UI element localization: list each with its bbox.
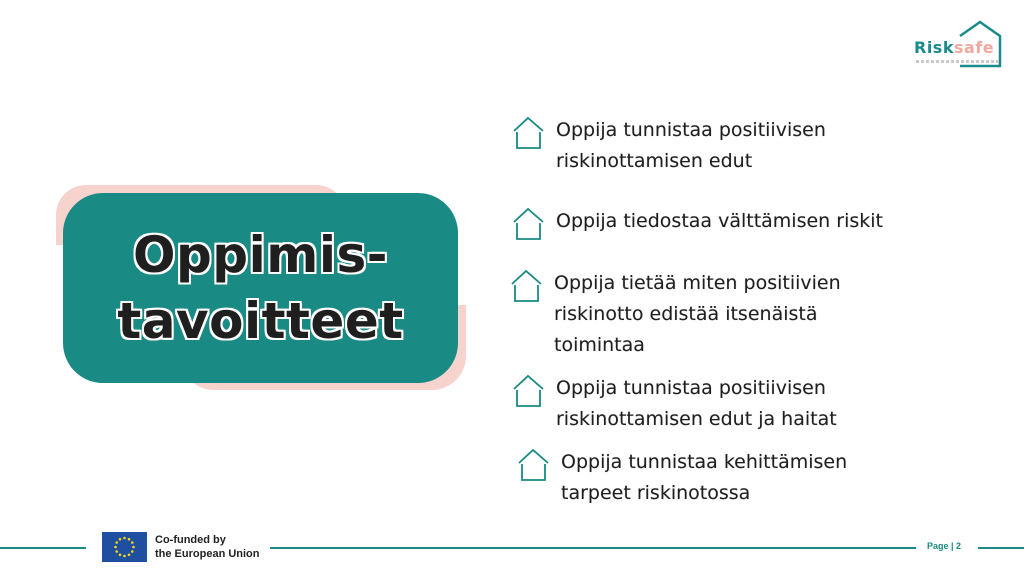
house-outline-icon [512,206,546,242]
logo-safe-text: safe [953,38,995,57]
title-card [63,193,458,383]
objective-item [512,373,837,435]
objective-line: Oppija tunnistaa kehittämisen [561,451,848,473]
objective-line: riskinottamisen edut [556,150,753,172]
objective-line: toimintaa [554,334,645,356]
objective-item [512,206,883,242]
objective-item [512,115,826,177]
footer-rule-left [0,547,86,549]
objective-text [554,268,841,361]
footer-rule-right [978,547,1024,549]
objective-line: Oppija tunnistaa positiivisen [556,377,826,399]
eu-text-line-2: the European Union [155,548,260,560]
objective-line: riskinottamisen edut ja haitat [556,408,837,430]
objective-line: Oppija tunnistaa positiivisen [556,119,826,141]
title-line-1: Oppimis- [133,226,388,284]
page-number: Page | 2 [927,541,962,551]
objective-text [556,206,883,237]
objective-line: riskinotto edistää itsenäistä [554,303,818,325]
objective-item [517,447,847,509]
eu-funding-text [155,533,260,561]
title-line-2: tavoitteet [117,292,404,350]
house-outline-icon [512,115,546,151]
house-outline-icon [510,268,544,304]
objective-line: Oppija tiedostaa välttämisen riskit [556,210,883,232]
house-outline-icon [512,373,546,409]
logo-wordmark [914,38,994,57]
eu-flag-icon [102,532,147,562]
footer-rule-middle [270,547,916,549]
logo-tagline [916,60,1000,63]
objective-text [561,447,847,509]
risksafe-logo [910,18,1010,70]
objective-item [510,268,841,361]
eu-text-line-1: Co-funded by [155,534,226,546]
objective-line: Oppija tietää miten positiivien [554,272,841,294]
objective-text [556,115,826,177]
objective-line: tarpeet riskinotossa [561,482,751,504]
page-title [117,222,403,354]
logo-risk-text: Risk [914,38,954,57]
house-outline-icon [517,447,551,483]
objective-text [556,373,837,435]
